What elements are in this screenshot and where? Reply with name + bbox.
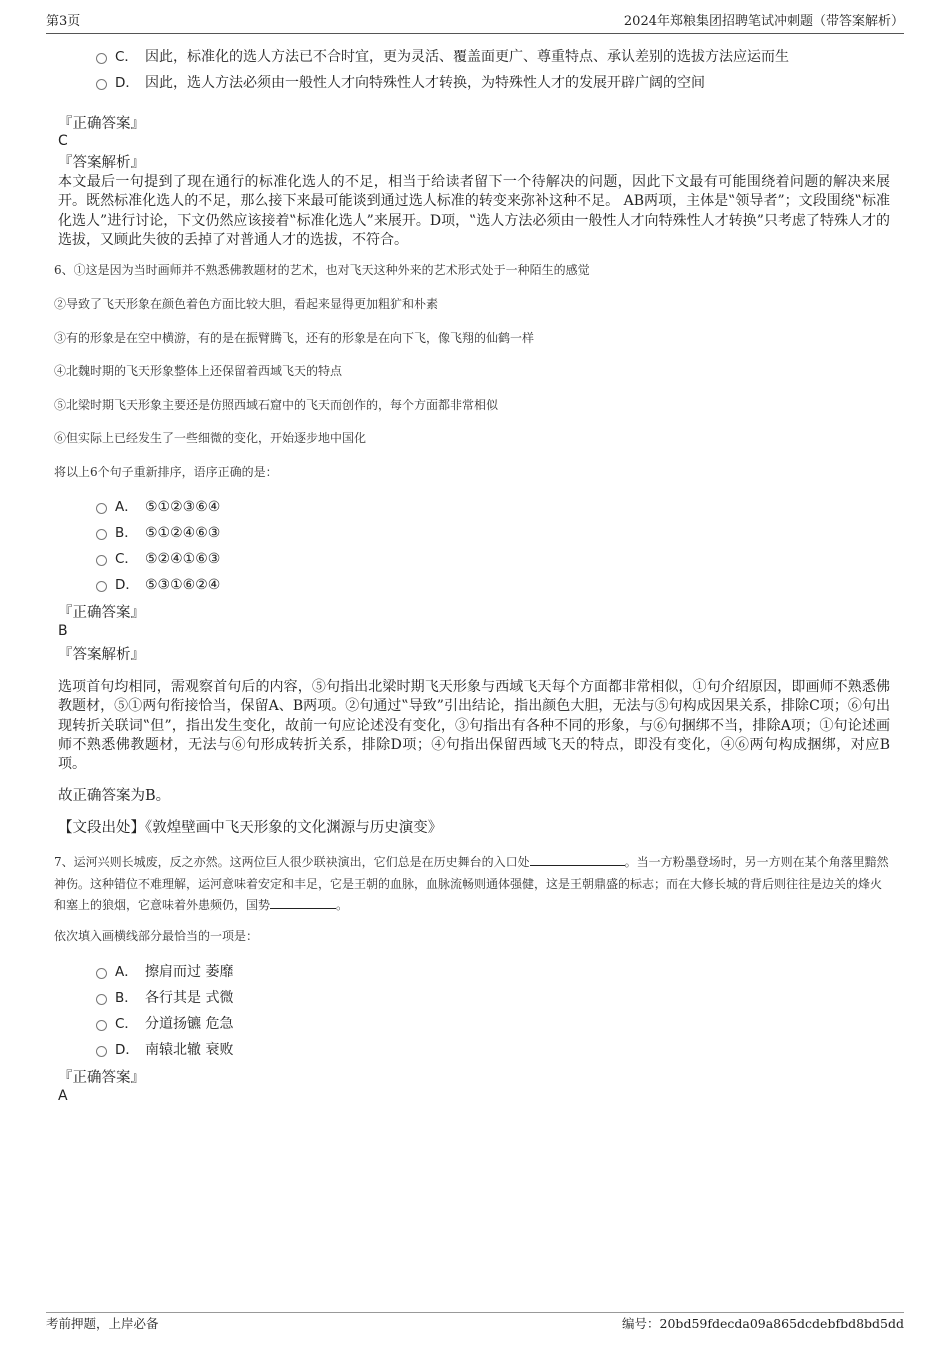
q6-analysis: 选项首句均相同，需观察首句后的内容，⑤句指出北梁时期飞天形象与西域飞天每个方面都非常相似，①句介绍原因，即画师不熟悉佛教题材，⑤①两句衔接恰当，保留A、B两项。②句通过‟导致”引出结论，指出颜色大胆，无法与⑤句构成因果关系，排除C项；⑥句出现转折关联词‟但”，指出发生变化，故前一句应论述没有变化，③句指出有各种不同的形象，与⑥句捆绑不当，排除A项；①句论述画师不熟悉佛教题材，无法与⑥句形成转折关系，排除D项；④句指出保留西域飞天的特点，即没有变化，④⑥两句构成捆绑，对应B项。: [58, 679, 890, 773]
q6-sentence-2: ②导致了飞天形象在颜色着色方面比较大胆，看起来显得更加粗犷和朴素: [54, 297, 439, 311]
radio-icon[interactable]: [96, 79, 107, 90]
radio-icon[interactable]: [96, 529, 107, 540]
q6-sentence-5: ⑤北梁时期飞天形象主要还是仿照西域石窟中的飞天而创作的，每个方面都非常相似: [54, 398, 499, 412]
q7-option-c[interactable]: C． 分道扬镳 危急: [96, 1014, 233, 1034]
q6-sentence-1: 6、①这是因为当时画师并不熟悉佛教题材的艺术，也对飞天这种外来的艺术形式处于一种陌生的感觉: [54, 263, 590, 277]
q7-option-d[interactable]: D． 南辕北辙 衰败: [96, 1040, 233, 1060]
q7-prompt: 依次填入画横线部分最恰当的一项是：: [54, 929, 259, 943]
q5-analysis-label: 『答案解析』: [58, 155, 145, 171]
radio-icon[interactable]: [96, 555, 107, 566]
radio-icon[interactable]: [96, 581, 107, 592]
q7-stem: 7、运河兴则长城废，反之亦然。这两位巨人很少联袂演出，它们总是在历史舞台的入口处 。当一方粉墨登场时，另一方则在某个角落里黯然神伤。这种错位不难理解，运河意味着安定和丰足，它是王朝的血脉，血脉流畅则通体强健，这是王朝鼎盛的标志；而在大修长城的背后则往往是边关的烽火和塞上的狼烟，它意味着外患频仍，国势 。: [54, 855, 889, 912]
q6-analysis-label: 『答案解析』: [58, 647, 145, 663]
page-number: 第3页: [46, 14, 81, 29]
q6-option-c[interactable]: C． ⑤②④①⑥③: [96, 549, 220, 569]
radio-icon[interactable]: [96, 503, 107, 514]
footer-code: 编号：20bd59fdecda09a865dcdebfbd8bd5dd: [622, 1316, 904, 1331]
document-title: 2024年郑粮集团招聘笔试冲刺题（带答案解析）: [623, 14, 904, 29]
radio-icon[interactable]: [96, 53, 107, 64]
q6-answer: B: [58, 623, 68, 639]
q5-analysis: 本文最后一句提到了现在通行的标准化选人的不足，相当于给读者留下一个待解决的问题，因此下文最有可能围绕着问题的解决来展开。既然标准化选人的不足，那么接下来最可能谈到通过选人标准的转变来弥补这种不足。 AB两项，主体是‟领导者”；文段围绕‟标准化选人”进行讨论，下文仍然应该接着‟标准化选人”来展开。D项，‟选人方法必须由一般性人才向特殊性人才转换”只考虑了特殊人才的选拔，又顾此失彼的丢掉了对普通人才的选拔，不符合。: [58, 174, 890, 248]
radio-icon[interactable]: [96, 968, 107, 979]
radio-icon[interactable]: [96, 994, 107, 1005]
q7-blank-1: [530, 853, 625, 866]
q6-prompt: 将以上6个句子重新排序，语序正确的是：: [54, 465, 278, 479]
q5-option-c[interactable]: C． 因此，标准化的选人方法已不合时宜，更为灵活、覆盖面更广、尊重特点、承认差别的选拔方法应运而生: [96, 47, 789, 67]
page-header: [46, 13, 904, 34]
q6-sentence-3: ③有的形象是在空中横游，有的是在振臂腾飞，还有的形象是在向下飞，像飞翔的仙鹤一样: [54, 331, 535, 345]
q5-answer: C: [58, 133, 68, 149]
footer-slogan: 考前押题，上岸必备: [46, 1316, 159, 1331]
q6-source: 【文段出处】《敦煌壁画中飞天形象的文化渊源与历史演变》: [58, 820, 443, 836]
q6-option-d[interactable]: D． ⑤③①⑥②④: [96, 575, 220, 595]
page-footer: [46, 1312, 904, 1331]
q7-option-a[interactable]: A． 擦肩而过 萎靡: [96, 962, 233, 982]
radio-icon[interactable]: [96, 1020, 107, 1031]
q5-option-d[interactable]: D． 因此，选人方法必须由一般性人才向特殊性人才转换，为特殊性人才的发展开辟广阔的空间: [96, 73, 705, 93]
q7-blank-2: [270, 896, 336, 909]
radio-icon[interactable]: [96, 1046, 107, 1057]
q6-sentence-4: ④北魏时期的飞天形象整体上还保留着西域飞天的特点: [54, 364, 343, 378]
q6-sentence-6: ⑥但实际上已经发生了一些细微的变化，开始逐步地中国化: [54, 431, 367, 445]
q5-answer-label: 『正确答案』: [58, 116, 145, 132]
q6-conclusion: 故正确答案为B。: [58, 788, 171, 804]
q6-answer-label: 『正确答案』: [58, 605, 145, 621]
q6-option-b[interactable]: B． ⑤①②④⑥③: [96, 523, 220, 543]
q7-answer: A: [58, 1088, 68, 1104]
q7-option-b[interactable]: B． 各行其是 式微: [96, 988, 233, 1008]
q7-answer-label: 『正确答案』: [58, 1070, 145, 1086]
q6-option-a[interactable]: A． ⑤①②③⑥④: [96, 497, 220, 517]
